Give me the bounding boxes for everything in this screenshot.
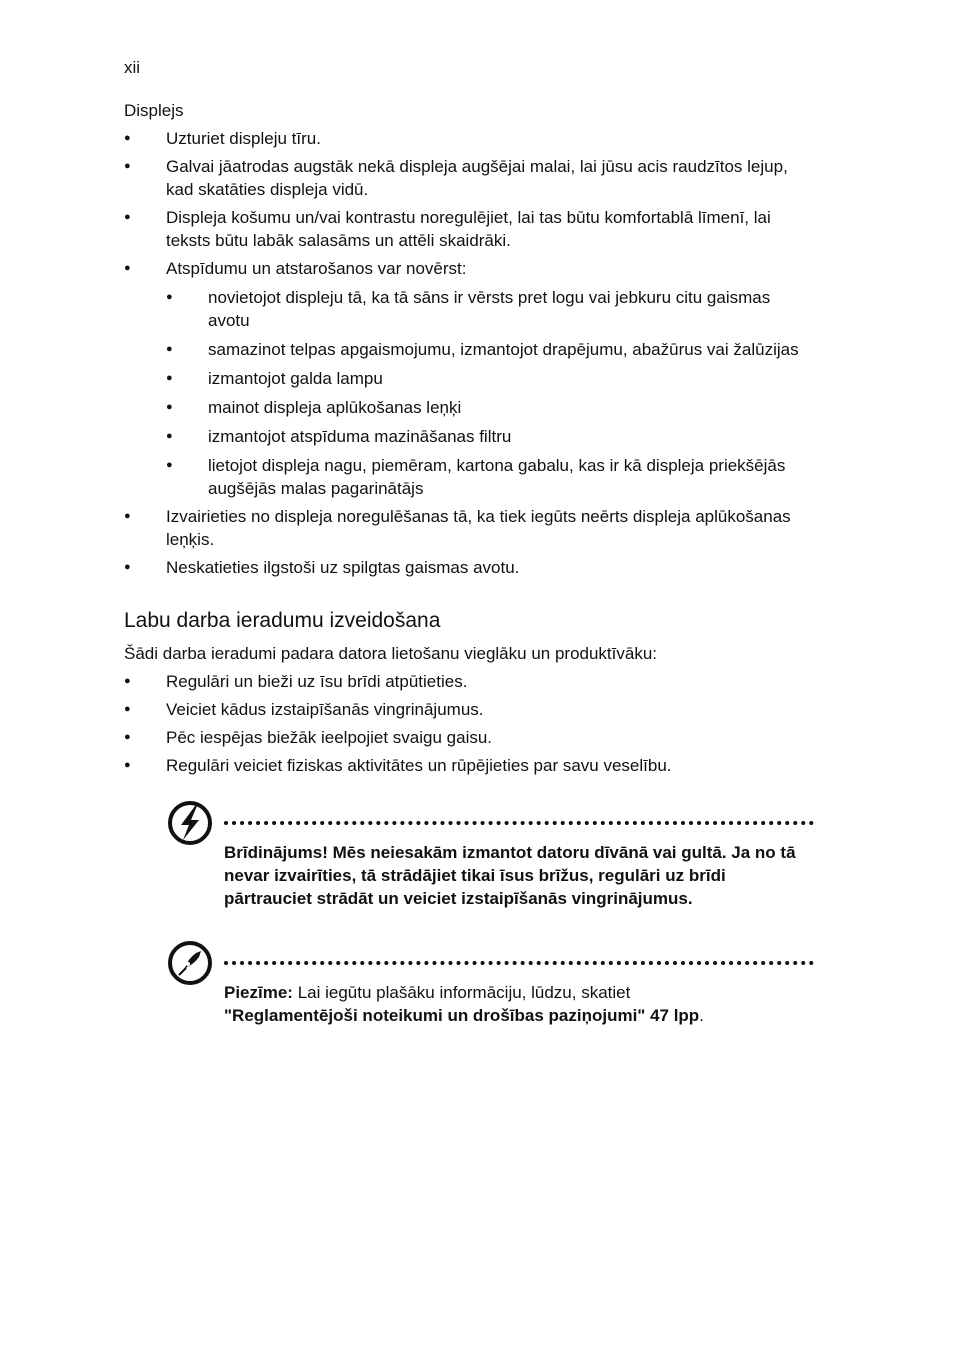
note-reference-link[interactable]: "Reglamentējoši noteikumi un drošības paziņojumi" 47 lpp (224, 1006, 700, 1025)
divider-dotted (224, 821, 814, 825)
sub-list-item: ● novietojot displeju tā, ka tā sāns ir vērsts pret logu vai jebkuru citu gaismas avotu (166, 286, 814, 332)
divider-dotted (224, 961, 814, 965)
list-item: ● Galvai jāatrodas augstāk nekā displeja augšējai malai, lai jūsu acis raudzītos lejup, kad skatāties displeja vidū. (124, 155, 814, 201)
note-label: Piezīme: (224, 983, 293, 1002)
section-heading-display: Displejs (124, 101, 184, 120)
note-text: Piezīme: Lai iegūtu plašāku informāciju, lūdzu, skatiet "Reglamentējoši noteikumi un drošības paziņojumi" 47 lpp. (224, 983, 704, 1025)
list-item: ● Veiciet kādus izstaipīšanās vingrinājumus. (124, 698, 814, 721)
section-title-habits: Labu darba ieradumu izveidošana (124, 609, 441, 632)
page-number: xii (124, 58, 141, 77)
list-item: ● Pēc iespējas biežāk ieelpojiet svaigu gaisu. (124, 726, 814, 749)
warning-lightning-icon (166, 799, 214, 847)
note-pen-icon (166, 939, 214, 987)
document-body (124, 100, 814, 1059)
list-item-text: Atspīdumu un atstarošanos var novērst: (166, 259, 467, 278)
sub-list-item: ● samazinot telpas apgaismojumu, izmantojot drapējumu, abažūrus vai žalūzijas (166, 338, 814, 361)
list-item: ● Regulāri veiciet fiziskas aktivitātes un rūpējieties par savu veselību. (124, 754, 814, 777)
list-item: ● Displeja košumu un/vai kontrastu noregulējiet, lai tas būtu komfortablā līmenī, lai teksts būtu labāk salasāms un attēli skaidrāki. (124, 206, 814, 252)
sub-list-item: ● lietojot displeja nagu, piemēram, kartona gabalu, kas ir kā displeja priekšējās augšējās malas pagarinātājs (166, 454, 814, 500)
habits-intro: Šādi darba ieradumi padara datora lietošanu vieglāku un produktīvāku: (124, 644, 658, 663)
sub-list-item: ● izmantojot atspīduma mazināšanas filtru (166, 425, 814, 448)
warning-text: Brīdinājums! Mēs neiesakām izmantot datoru dīvānā vai gultā. Ja no tā nevar izvairīties, tā strādājiet tikai īsus brīžus, regulāri uz brīdi pārtrauciet strādāt un veiciet izstaipīšanās vingrinājumus. (224, 843, 796, 908)
glare-sublist (166, 286, 814, 500)
warning-box (124, 799, 814, 919)
list-item: ● Izvairieties no displeja noregulēšanas tā, ka tiek iegūts neērts displeja aplūkošanas leņķis. (124, 505, 814, 551)
sub-list-item: ● mainot displeja aplūkošanas leņķi (166, 396, 814, 419)
sub-list-item: ● izmantojot galda lampu (166, 367, 814, 390)
display-list (124, 127, 814, 579)
note-box (124, 939, 814, 1059)
habits-list (124, 670, 814, 777)
list-item (124, 257, 814, 500)
list-item: ● Uzturiet displeju tīru. (124, 127, 814, 150)
list-item: ● Neskatieties ilgstoši uz spilgtas gaismas avotu. (124, 556, 814, 579)
list-item: ● Regulāri un bieži uz īsu brīdi atpūtieties. (124, 670, 814, 693)
